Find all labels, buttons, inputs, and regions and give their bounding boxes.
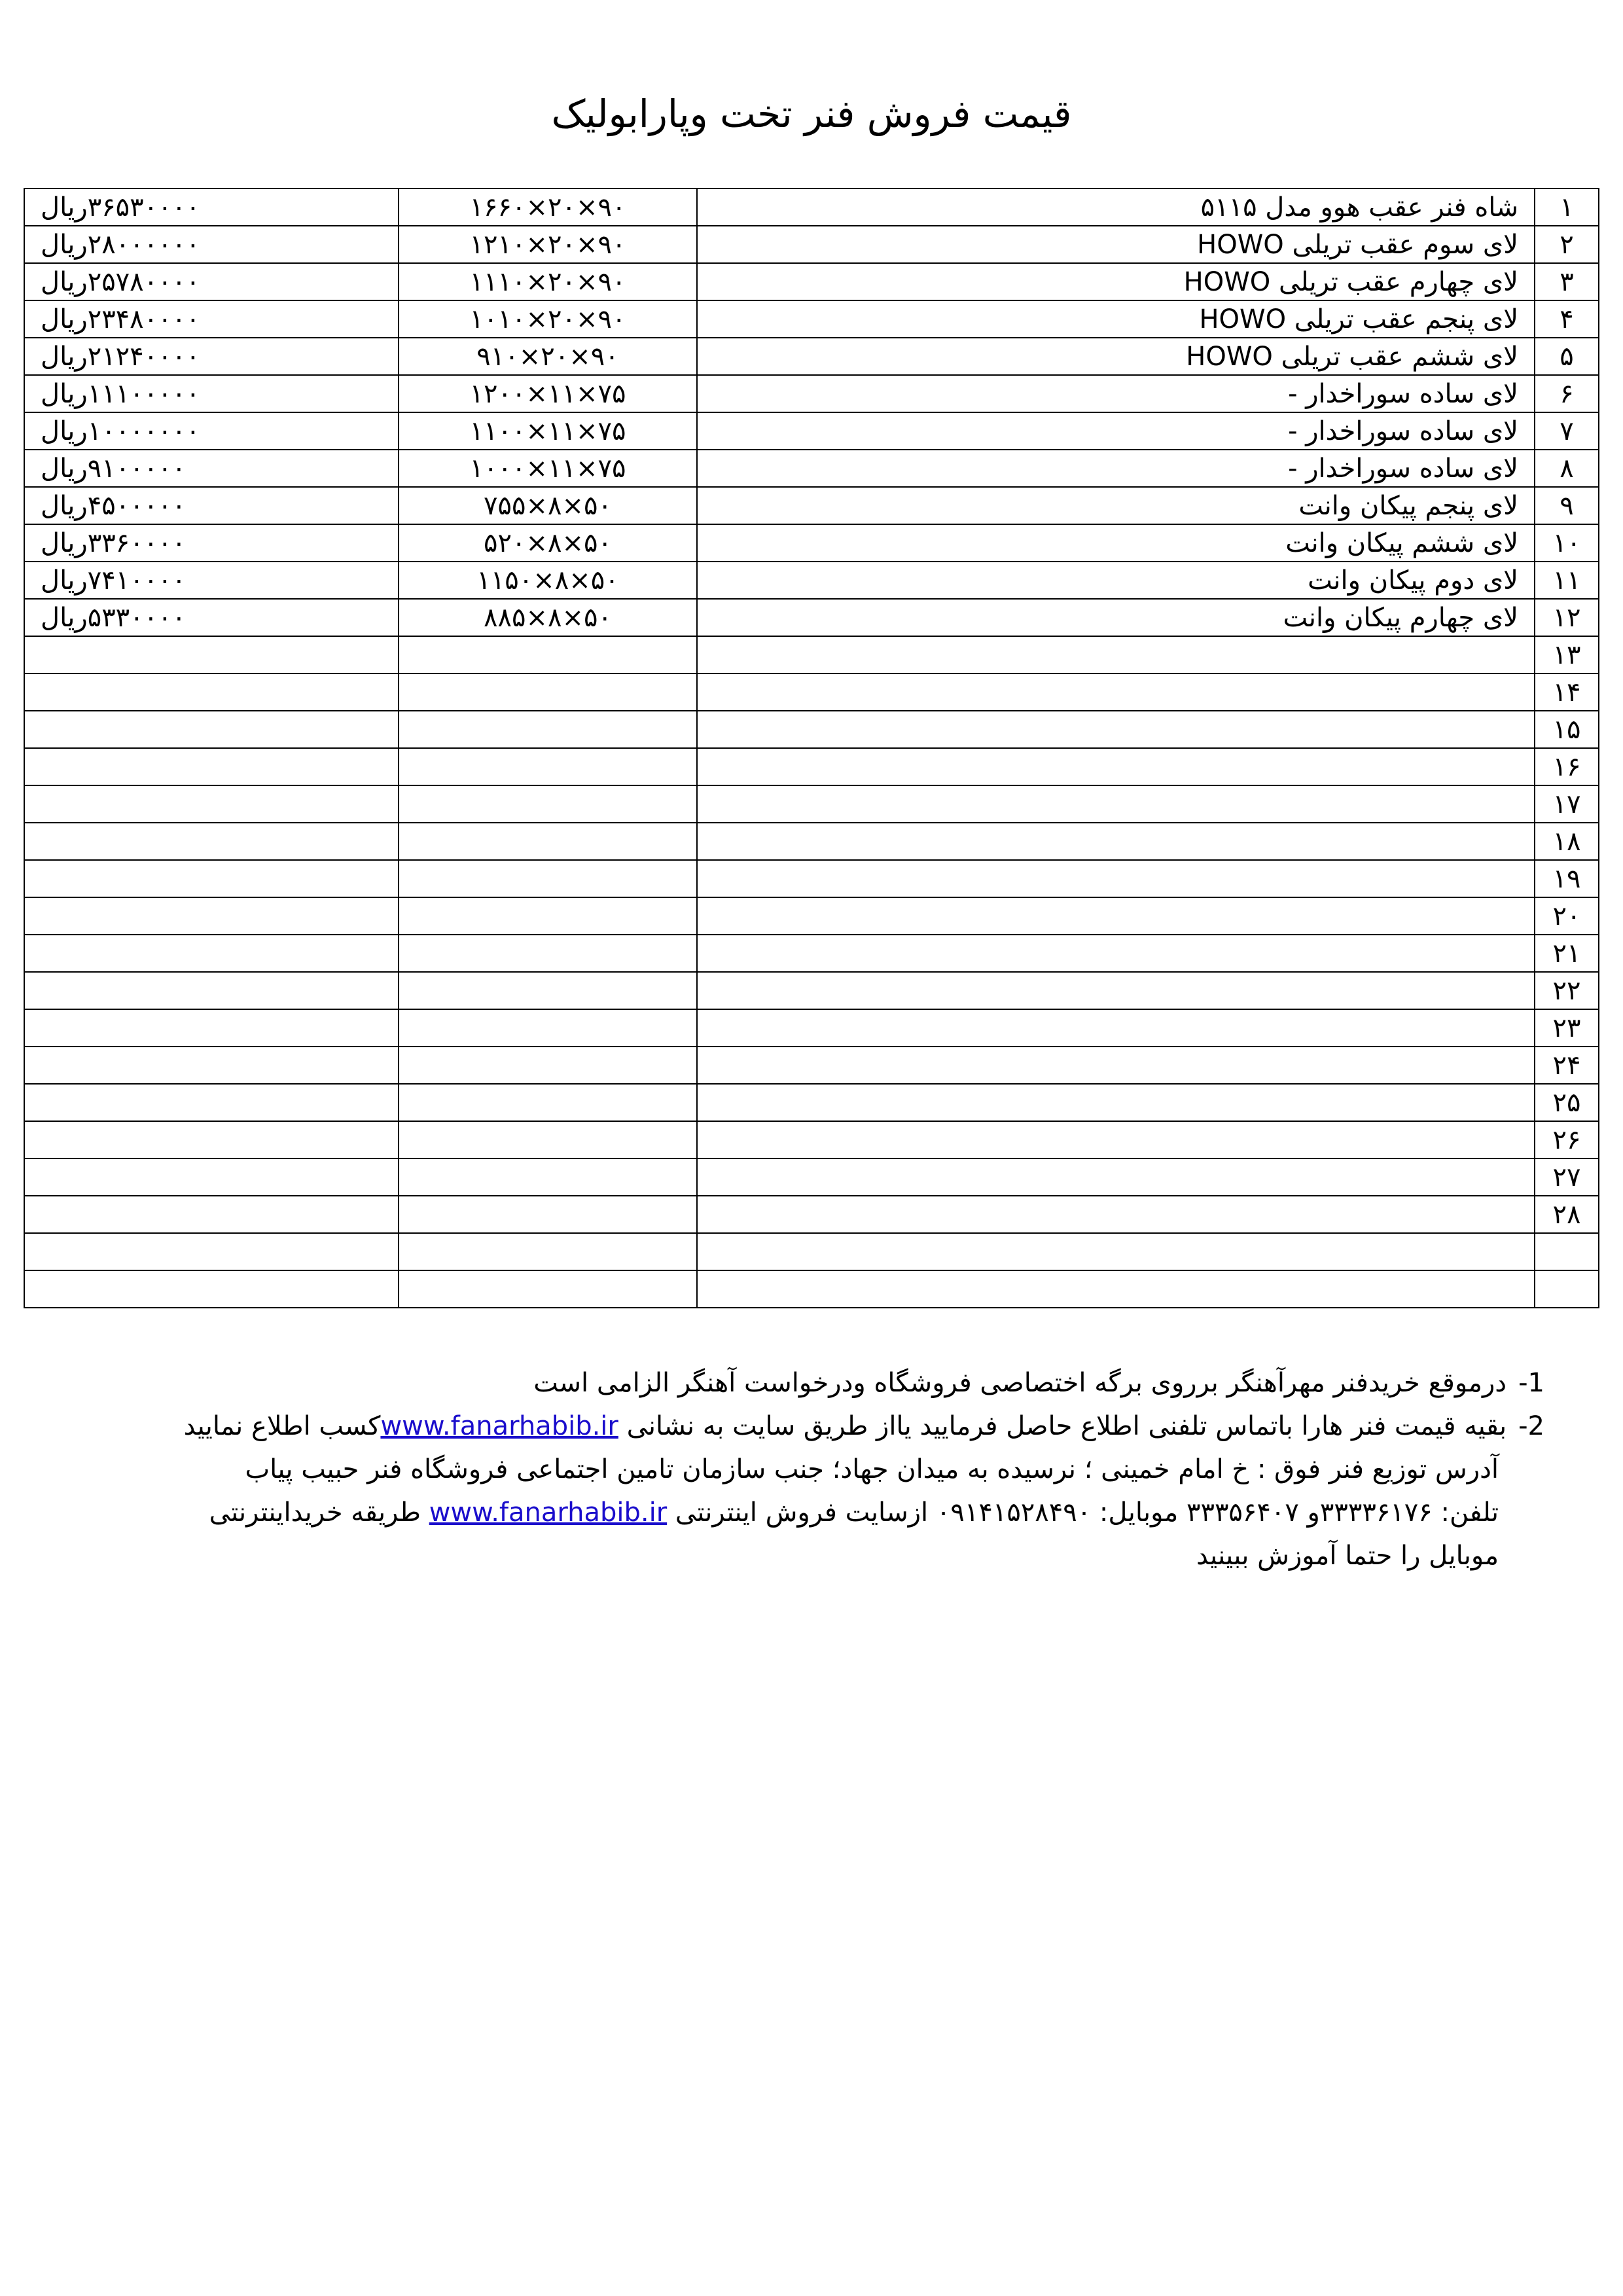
- item-price: ۷۴۱۰۰۰۰ریال: [24, 562, 399, 599]
- item-price: [24, 972, 399, 1009]
- item-dimensions: ۷۵×۱۱×۱۰۰۰: [399, 450, 697, 487]
- table-row: [24, 748, 1599, 785]
- note-1: [39, 1361, 1544, 1405]
- row-number: ۳: [1535, 263, 1599, 300]
- row-number: ۲: [1535, 226, 1599, 263]
- row-number: ۲۴: [1535, 1047, 1599, 1084]
- table-row: [24, 1270, 1599, 1308]
- item-dimensions: [399, 1084, 697, 1121]
- item-dimensions: ۷۵×۱۱×۱۲۰۰: [399, 375, 697, 412]
- note-2: [39, 1405, 1544, 1448]
- item-price: [24, 1270, 399, 1308]
- item-price: [24, 823, 399, 860]
- item-name: لای چهارم عقب تریلی HOWO: [697, 263, 1535, 300]
- item-dimensions: ۷۵×۱۱×۱۱۰۰: [399, 412, 697, 450]
- table-row: [24, 823, 1599, 860]
- row-number: [1535, 1233, 1599, 1270]
- item-dimensions: [399, 673, 697, 711]
- item-name: لای دوم پیکان وانت: [697, 562, 1535, 599]
- item-price: ۳۳۶۰۰۰۰ریال: [24, 524, 399, 562]
- item-dimensions: ۵۰×۸×۷۵۵: [399, 487, 697, 524]
- table-row: [24, 226, 1599, 263]
- table-row: [24, 300, 1599, 338]
- row-number: ۲۵: [1535, 1084, 1599, 1121]
- item-price: ۱۱۱۰۰۰۰۰ریال: [24, 375, 399, 412]
- item-dimensions: [399, 1196, 697, 1233]
- item-price: ۲۸۰۰۰۰۰۰ریال: [24, 226, 399, 263]
- table-row: [24, 897, 1599, 935]
- item-dimensions: [399, 1047, 697, 1084]
- row-number: ۱۸: [1535, 823, 1599, 860]
- item-name: [697, 860, 1535, 897]
- item-price: ۴۵۰۰۰۰۰ریال: [24, 487, 399, 524]
- item-name: [697, 673, 1535, 711]
- row-number: ۲۲: [1535, 972, 1599, 1009]
- notes: [39, 1361, 1544, 1577]
- phone-text-end: طریقه خریداینترنتی: [209, 1498, 421, 1528]
- item-price: [24, 748, 399, 785]
- row-number: ۲۶: [1535, 1121, 1599, 1158]
- item-name: [697, 1121, 1535, 1158]
- row-number: ۱۰: [1535, 524, 1599, 562]
- row-number: ۱۶: [1535, 748, 1599, 785]
- item-dimensions: [399, 1233, 697, 1270]
- item-price: ۹۱۰۰۰۰۰ریال: [24, 450, 399, 487]
- row-number: ۷: [1535, 412, 1599, 450]
- item-name: [697, 1009, 1535, 1047]
- item-name: [697, 897, 1535, 935]
- item-name: لای پنجم عقب تریلی HOWO: [697, 300, 1535, 338]
- item-name: [697, 1233, 1535, 1270]
- item-dimensions: ۹۰×۲۰×۱۰۱۰: [399, 300, 697, 338]
- note-2-text: بقیه قیمت فنر هارا باتماس تلفنی اطلاع حاصل فرمایید یااز طریق سایت به نشانی: [626, 1411, 1507, 1441]
- item-dimensions: ۹۰×۲۰×۱۶۶۰: [399, 188, 697, 226]
- note-2-number: 2-: [1518, 1411, 1544, 1441]
- row-number: ۱۹: [1535, 860, 1599, 897]
- row-number: ۲۰: [1535, 897, 1599, 935]
- page-title: قیمت فروش فنر تخت وپارابولیک: [551, 92, 1072, 136]
- table-row: [24, 562, 1599, 599]
- item-name: لای سوم عقب تریلی HOWO: [697, 226, 1535, 263]
- table-row: [24, 375, 1599, 412]
- item-price: ۲۳۴۸۰۰۰۰ریال: [24, 300, 399, 338]
- row-number: ۲۸: [1535, 1196, 1599, 1233]
- table-row: [24, 487, 1599, 524]
- item-dimensions: [399, 1158, 697, 1196]
- item-price: [24, 935, 399, 972]
- item-name: [697, 711, 1535, 748]
- table-row: [24, 785, 1599, 823]
- item-dimensions: [399, 1270, 697, 1308]
- item-dimensions: [399, 1009, 697, 1047]
- table-row: [24, 935, 1599, 972]
- row-number: ۱۴: [1535, 673, 1599, 711]
- item-price: [24, 1233, 399, 1270]
- item-price: [24, 860, 399, 897]
- row-number: ۱۵: [1535, 711, 1599, 748]
- table-row: [24, 188, 1599, 226]
- item-name: لای چهارم پیکان وانت: [697, 599, 1535, 636]
- table-row: [24, 636, 1599, 673]
- item-price: [24, 785, 399, 823]
- item-price: [24, 1196, 399, 1233]
- item-name: شاه فنر عقب هوو مدل ۵۱۱۵: [697, 188, 1535, 226]
- table-row: [24, 1047, 1599, 1084]
- item-name: [697, 636, 1535, 673]
- item-dimensions: [399, 935, 697, 972]
- item-name: [697, 1270, 1535, 1308]
- item-dimensions: [399, 1121, 697, 1158]
- item-name: لای ششم پیکان وانت: [697, 524, 1535, 562]
- item-dimensions: ۵۰×۸×۸۸۵: [399, 599, 697, 636]
- table-row: [24, 450, 1599, 487]
- row-number: ۱۷: [1535, 785, 1599, 823]
- row-number: ۲۱: [1535, 935, 1599, 972]
- table-row: [24, 1009, 1599, 1047]
- item-name: [697, 748, 1535, 785]
- row-number: ۱۳: [1535, 636, 1599, 673]
- item-dimensions: [399, 785, 697, 823]
- item-dimensions: ۹۰×۲۰×۱۲۱۰: [399, 226, 697, 263]
- row-number: ۹: [1535, 487, 1599, 524]
- item-dimensions: ۵۰×۸×۱۱۵۰: [399, 562, 697, 599]
- item-dimensions: ۵۰×۸×۵۲۰: [399, 524, 697, 562]
- item-price: ۲۱۲۴۰۰۰۰ریال: [24, 338, 399, 375]
- item-name: [697, 785, 1535, 823]
- table-row: [24, 1121, 1599, 1158]
- table-row: [24, 412, 1599, 450]
- phone-line: [39, 1491, 1544, 1534]
- table-row: [24, 711, 1599, 748]
- item-name: [697, 1196, 1535, 1233]
- item-price: [24, 1121, 399, 1158]
- item-dimensions: [399, 711, 697, 748]
- item-price: [24, 711, 399, 748]
- item-dimensions: [399, 636, 697, 673]
- item-dimensions: ۹۰×۲۰×۱۱۱۰: [399, 263, 697, 300]
- table-row: [24, 972, 1599, 1009]
- note-1-text: درموقع خریدفنر مهرآهنگر برروی برگه اختصاصی فروشگاه ودرخواست آهنگر الزامی است: [533, 1368, 1507, 1398]
- item-price: [24, 1047, 399, 1084]
- item-dimensions: [399, 860, 697, 897]
- table-row: [24, 673, 1599, 711]
- item-name: لای ششم عقب تریلی HOWO: [697, 338, 1535, 375]
- table-row: [24, 599, 1599, 636]
- row-number: ۲۷: [1535, 1158, 1599, 1196]
- row-number: ۱۲: [1535, 599, 1599, 636]
- row-number: [1535, 1270, 1599, 1308]
- table-row: [24, 1084, 1599, 1121]
- item-price: ۵۳۳۰۰۰۰ریال: [24, 599, 399, 636]
- item-name: لای پنجم پیکان وانت: [697, 487, 1535, 524]
- note-1-number: 1-: [1518, 1368, 1544, 1398]
- table-row: [24, 263, 1599, 300]
- row-number: ۴: [1535, 300, 1599, 338]
- table-row: [24, 338, 1599, 375]
- item-name: [697, 1084, 1535, 1121]
- mobile-training-line: موبایل را حتما آموزش ببینید: [1196, 1541, 1499, 1571]
- address-line: آدرس توزیع فنر فوق : خ امام خمینی ؛ نرسیده به میدان جهاد؛ جنب سازمان تامین اجتماعی فروشگاه فنر حبیب پیاب: [245, 1454, 1499, 1484]
- item-name: [697, 972, 1535, 1009]
- item-name: لای ساده سوراخدار -: [697, 450, 1535, 487]
- item-dimensions: [399, 823, 697, 860]
- item-name: [697, 1047, 1535, 1084]
- item-name: لای ساده سوراخدار -: [697, 375, 1535, 412]
- item-dimensions: [399, 897, 697, 935]
- table-row: [24, 860, 1599, 897]
- phone-text: تلفن: ۳۳۳۳۶۱۷۶و ۳۳۳۵۶۴۰۷ موبایل: ۰۹۱۴۱۵۲۸۴۹۰ ازسایت فروش اینترنتی: [675, 1498, 1499, 1528]
- website-link-2[interactable]: www.fanarhabib.ir: [429, 1498, 668, 1528]
- row-number: ۸: [1535, 450, 1599, 487]
- item-price: [24, 1084, 399, 1121]
- row-number: ۱: [1535, 188, 1599, 226]
- table-row: [24, 1158, 1599, 1196]
- item-price: [24, 1158, 399, 1196]
- row-number: ۱۱: [1535, 562, 1599, 599]
- item-name: لای ساده سوراخدار -: [697, 412, 1535, 450]
- row-number: ۶: [1535, 375, 1599, 412]
- item-price: ۲۵۷۸۰۰۰۰ریال: [24, 263, 399, 300]
- price-table-body: [24, 188, 1599, 1308]
- row-number: ۵: [1535, 338, 1599, 375]
- item-dimensions: [399, 972, 697, 1009]
- item-price: [24, 1009, 399, 1047]
- table-row: [24, 1196, 1599, 1233]
- note-2-text-end: کسب اطلاع نمایید: [183, 1411, 381, 1441]
- price-table: [24, 188, 1599, 1308]
- item-price: [24, 673, 399, 711]
- website-link[interactable]: www.fanarhabib.ir: [380, 1411, 618, 1441]
- item-price: ۳۶۵۳۰۰۰۰ریال: [24, 188, 399, 226]
- item-name: [697, 823, 1535, 860]
- table-row: [24, 1233, 1599, 1270]
- item-price: ۱۰۰۰۰۰۰۰ریال: [24, 412, 399, 450]
- row-number: ۲۳: [1535, 1009, 1599, 1047]
- item-dimensions: [399, 748, 697, 785]
- item-price: [24, 897, 399, 935]
- item-name: [697, 1158, 1535, 1196]
- item-price: [24, 636, 399, 673]
- item-name: [697, 935, 1535, 972]
- item-dimensions: ۹۰×۲۰×۹۱۰: [399, 338, 697, 375]
- table-row: [24, 524, 1599, 562]
